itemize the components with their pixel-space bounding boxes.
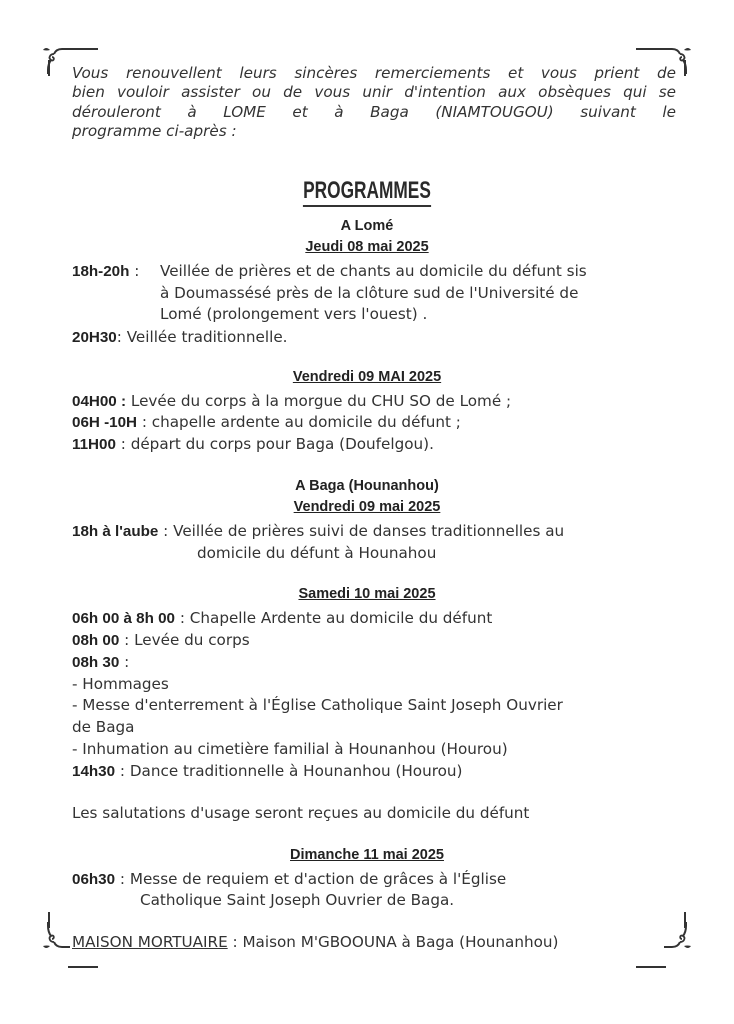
schedule-item bbox=[72, 761, 462, 782]
funeral-home-line bbox=[72, 932, 558, 952]
ornament-bar bbox=[68, 48, 98, 50]
section-place-lome: A Lomé bbox=[340, 218, 394, 234]
greetings-note: Les salutations d'usage seront reçues au domicile du défunt bbox=[72, 804, 530, 822]
separator: : bbox=[115, 870, 130, 888]
time: 08h 00 bbox=[72, 632, 120, 649]
date-text: Dimanche 11 mai 2025 bbox=[290, 847, 444, 863]
time: 06H -10H bbox=[72, 414, 137, 431]
ornament-bar bbox=[68, 966, 98, 968]
intro-line: bien vouloir assister ou de vous unir d'intention aux obsèques qui se bbox=[72, 83, 676, 102]
time: 04H00 : bbox=[72, 393, 127, 410]
date-text: Samedi 10 mai 2025 bbox=[298, 586, 436, 602]
schedule-item bbox=[72, 261, 144, 282]
date-heading bbox=[0, 369, 734, 385]
time: 11H00 bbox=[72, 436, 116, 453]
date-text: Jeudi 08 mai 2025 bbox=[305, 239, 429, 255]
time: 14h30 bbox=[72, 763, 116, 780]
item-text: : Dance traditionnelle à Hounanhou (Hourou) bbox=[115, 762, 463, 780]
schedule-item bbox=[72, 521, 564, 542]
time: 18h-20h bbox=[72, 263, 130, 280]
ornament-bar bbox=[636, 48, 666, 50]
schedule-item bbox=[72, 327, 287, 348]
item-text: à Doumassésé près de la clôture sud de l'Université de bbox=[160, 284, 579, 302]
intro-line: programme ci-après : bbox=[72, 122, 237, 141]
sub-item: - Hommages bbox=[72, 675, 169, 693]
item-text: Veillée de prières suivi de danses traditionnelles au bbox=[173, 522, 565, 540]
page-title-text: PROGRAMMES bbox=[303, 177, 431, 207]
item-text: : départ du corps pour Baga (Doufelgou). bbox=[115, 435, 434, 453]
time: 20H30 bbox=[72, 329, 117, 346]
time: 18h à l'aube bbox=[72, 523, 159, 540]
item-text: : chapelle ardente au domicile du défunt ; bbox=[137, 413, 461, 431]
schedule-item bbox=[72, 434, 434, 455]
date-text: Vendredi 09 mai 2025 bbox=[293, 499, 441, 515]
ornament-bar bbox=[684, 60, 686, 76]
sub-item: - Messe d'enterrement à l'Église Catholique Saint Joseph Ouvrier bbox=[72, 696, 563, 714]
time: 06h30 bbox=[72, 871, 116, 888]
intro-paragraph bbox=[72, 64, 676, 142]
item-text: Veillée de prières et de chants au domicile du défunt sis bbox=[160, 262, 587, 280]
date-heading bbox=[0, 847, 734, 863]
item-text: Levée du corps à la morgue du CHU SO de Lomé ; bbox=[126, 392, 512, 410]
intro-line: dérouleront à LOME et à Baga (NIAMTOUGOU) suivant le bbox=[72, 102, 676, 121]
ornament-bar bbox=[636, 966, 666, 968]
sub-item: de Baga bbox=[72, 718, 135, 736]
time: 08h 30 bbox=[72, 654, 120, 671]
page-title bbox=[103, 177, 631, 205]
funeral-home-text: : Maison M'GBOOUNA à Baga (Hounanhou) bbox=[227, 933, 559, 951]
separator: : bbox=[158, 522, 174, 540]
schedule-item bbox=[72, 630, 250, 651]
schedule-item bbox=[72, 652, 129, 673]
ornament-bar bbox=[48, 912, 50, 928]
item-text: : Levée du corps bbox=[119, 631, 250, 649]
schedule-item bbox=[72, 608, 492, 629]
time: 06h 00 à 8h 00 bbox=[72, 610, 176, 627]
item-text: Lomé (prolongement vers l'ouest) . bbox=[160, 305, 428, 323]
corner-ornament-bottom-left-icon bbox=[40, 922, 70, 952]
date-text: Vendredi 09 MAI 2025 bbox=[292, 369, 442, 385]
item-text: domicile du défunt à Hounahou bbox=[197, 544, 437, 562]
item-text: : Chapelle Ardente au domicile du défunt bbox=[175, 609, 493, 627]
separator: : bbox=[116, 328, 127, 346]
section-place-baga: A Baga (Hounanhou) bbox=[295, 478, 439, 494]
date-heading bbox=[0, 586, 734, 602]
separator: : bbox=[129, 262, 145, 280]
item-text: : bbox=[119, 653, 130, 671]
ornament-bar bbox=[48, 60, 50, 76]
item-text: Veillée traditionnelle. bbox=[126, 328, 288, 346]
schedule-item bbox=[72, 412, 461, 433]
schedule-item bbox=[72, 869, 506, 890]
date-heading bbox=[0, 239, 734, 255]
item-text: Catholique Saint Joseph Ouvrier de Baga. bbox=[140, 891, 455, 909]
schedule-item bbox=[72, 391, 511, 412]
corner-ornament-top-left-icon bbox=[40, 44, 70, 74]
funeral-home-label: MAISON MORTUAIRE bbox=[72, 933, 228, 951]
intro-line: Vous renouvellent leurs sincères remerciements et vous prient de bbox=[72, 64, 676, 82]
item-text: Messe de requiem et d'action de grâces à l'Église bbox=[129, 870, 507, 888]
date-heading bbox=[0, 499, 734, 515]
sub-item: - Inhumation au cimetière familial à Hounanhou (Hourou) bbox=[72, 740, 508, 758]
ornament-bar bbox=[684, 912, 686, 928]
corner-ornament-bottom-right-icon bbox=[664, 922, 694, 952]
